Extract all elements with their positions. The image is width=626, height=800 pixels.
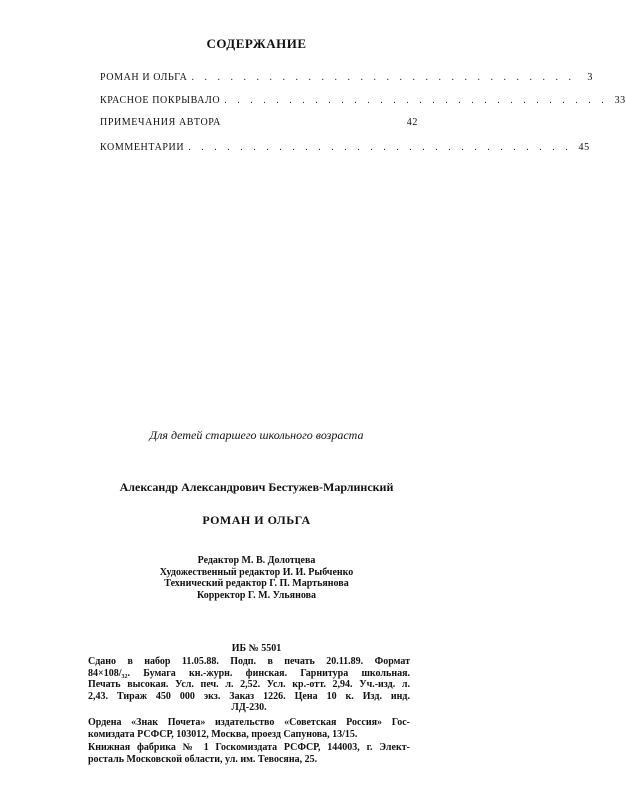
target-audience: Для детей старшего школьного возраста xyxy=(149,428,364,442)
publisher-line: Ордена «Знак Почета» издательство «Советская Россия» Гос- xyxy=(88,717,410,728)
print-detail-line: Сдано в набор 11.05.88. Подп. в печать 20.11.89. Формат xyxy=(88,656,410,667)
toc-entry-page: 42 xyxy=(406,117,418,128)
credit-line: Технический редактор Г. П. Мартьянова xyxy=(164,578,349,589)
toc-entry-page: 3 xyxy=(587,72,593,83)
credit-line: Редактор М. В. Долотцева xyxy=(197,555,316,566)
credit-line: Художественный редактор И. И. Рыбченко xyxy=(159,566,354,578)
author-name: Александр Александрович Бестужев-Марлинский xyxy=(119,480,394,494)
print-detail-line: Печать высокая. Усл. печ. л. 2,52. Усл. кр.-отт. 2,94. Уч.-изд. л. xyxy=(88,679,410,690)
printer-line: Книжная фабрика № 1 Госкомиздата РСФСР, 144003, г. Элект- xyxy=(88,742,410,753)
toc-dot-leader: . . . . . . . . . . . . . . . . . . . . . . . . . . . . . . xyxy=(224,95,608,106)
credit-line: Корректор Г. М. Ульянова xyxy=(196,589,317,601)
toc-dot-leader: . . . . . . . . . . . . . . . . . . . . . . . . . . . . . . xyxy=(191,72,575,83)
toc-entry-label: ПРИМЕЧАНИЯ АВТОРА xyxy=(100,117,222,128)
contents-heading: СОДЕРЖАНИЕ xyxy=(206,36,307,51)
printer-line: росталь Московской области, ул. им. Тевосяна, 25. xyxy=(88,753,318,765)
toc-entry-page: 45 xyxy=(578,142,590,153)
print-detail-line: 84×108/₃₂. Бумага кн.-журн. финская. Гарнитура школьная. xyxy=(88,667,410,679)
toc-entry-page: 33 xyxy=(614,95,626,106)
toc-entry-label: КРАСНОЕ ПОКРЫВАЛО xyxy=(100,95,221,106)
toc-entry[interactable] xyxy=(100,117,418,133)
publisher-line: комиздата РСФСР, 103012, Москва, проезд Сапунова, 13/15. xyxy=(88,728,358,740)
print-details xyxy=(88,656,410,714)
toc-entry-label: КОММЕНТАРИИ xyxy=(100,142,185,153)
editorial-credits xyxy=(0,555,513,601)
toc-dot-leader: . . . . . . . . . . . . . . . . . . . . . . . . . . . . . . xyxy=(188,142,572,153)
print-detail-line: ЛД-230. xyxy=(231,702,267,713)
ib-number: ИБ № 5501 xyxy=(231,643,282,654)
publisher-info xyxy=(88,717,410,740)
print-detail-line: 2,43. Тираж 450 000 экз. Заказ 1226. Цена 10 к. Изд. инд. xyxy=(88,690,410,702)
printer-info xyxy=(88,742,410,765)
toc-entry[interactable] xyxy=(100,95,626,111)
book-title: РОМАН И ОЛЬГА xyxy=(202,513,311,527)
toc-entry[interactable] xyxy=(100,142,590,158)
toc-entry[interactable] xyxy=(100,72,593,88)
toc-entry-label: РОМАН И ОЛЬГА xyxy=(100,72,188,83)
